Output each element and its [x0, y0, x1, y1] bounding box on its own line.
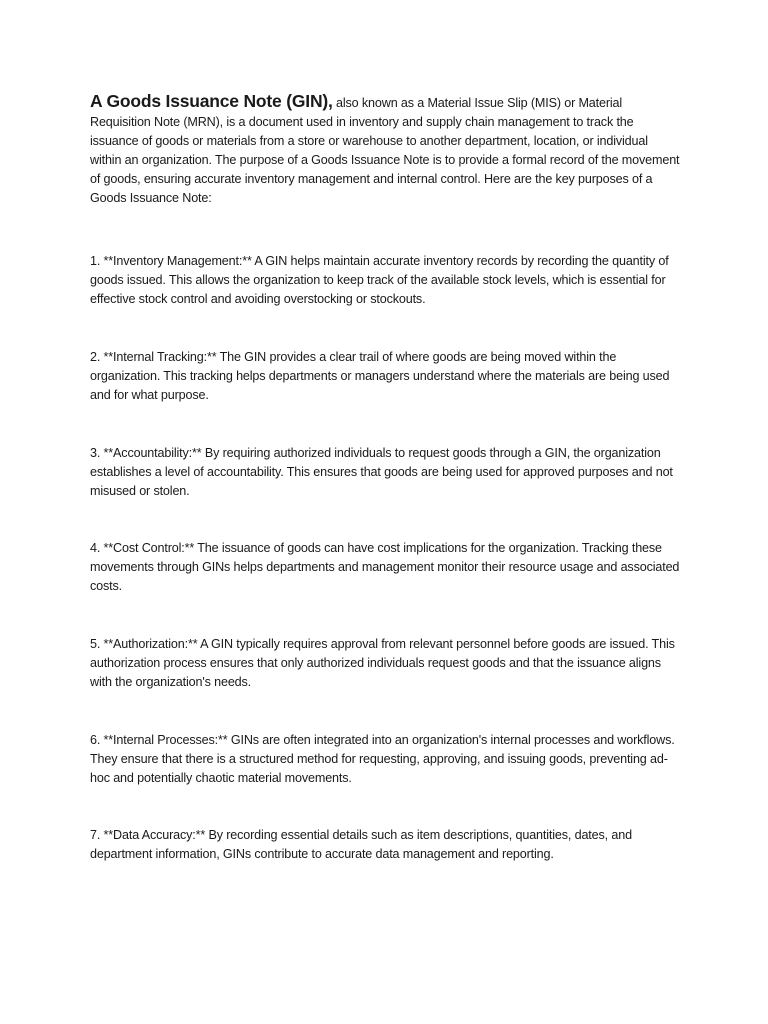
intro-paragraph — [90, 92, 682, 208]
list-item-accountability: 3. **Accountability:** By requiring authorized individuals to request goods through a GIN, the organization establishes a level of accountability. This ensures that goods are being used for approved purposes and not misused or stolen. — [90, 446, 673, 498]
list-item-data-accuracy: 7. **Data Accuracy:** By recording essential details such as item descriptions, quantities, dates, and department information, GINs contribute to accurate data management and reporting. — [90, 828, 632, 861]
document-page — [90, 91, 682, 861]
list-item-inventory-management: 1. **Inventory Management:** A GIN helps maintain accurate inventory records by recording the quantity of goods issued. This allows the organization to keep track of the available stock levels, which is essential for effective stock control and avoiding overstocking or stockouts. — [90, 254, 669, 306]
list-item-internal-tracking: 2. **Internal Tracking:** The GIN provides a clear trail of where goods are being moved within the organization. This tracking helps departments or managers understand where the materials are being used and for what purpose. — [90, 350, 670, 402]
list-item-authorization: 5. **Authorization:** A GIN typically requires approval from relevant personnel before goods are issued. This authorization process ensures that only authorized individuals request goods and that the issuance aligns with the organization's needs. — [90, 637, 675, 689]
document-title: A Goods Issuance Note (GIN), — [90, 91, 333, 111]
list-item-internal-processes: 6. **Internal Processes:** GINs are often integrated into an organization's internal processes and workflows. They ensure that there is a structured method for requesting, approving, and issuing goods, preventing ad-hoc and potentially chaotic material movements. — [90, 733, 675, 785]
list-item-cost-control: 4. **Cost Control:** The issuance of goods can have cost implications for the organization. Tracking these movements through GINs helps departments and management monitor their resource usage and associated costs. — [90, 541, 680, 593]
intro-text: also known as a Material Issue Slip (MIS) or Material Requisition Note (MRN), is a document used in inventory and supply chain management to track the issuance of goods or materials from a store or warehouse to another department, location, or individual within an organization. The purpose of a Goods Issuance Note is to provide a formal record of the movement of goods, ensuring accurate inventory management and internal control. Here are the key purposes of a Goods Issuance Note: — [90, 96, 680, 205]
